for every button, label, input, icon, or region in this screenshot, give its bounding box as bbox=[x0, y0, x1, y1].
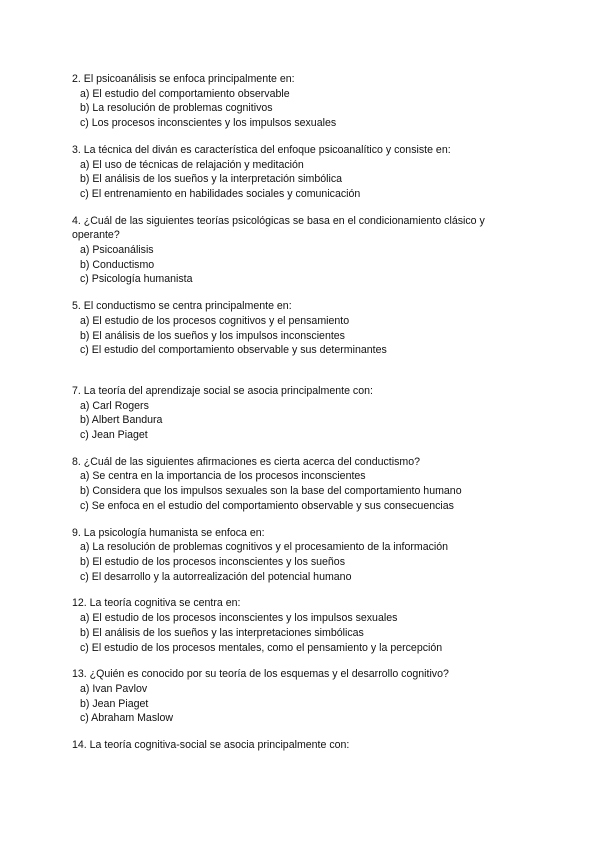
option-list bbox=[72, 87, 532, 131]
option-c: c) Jean Piaget bbox=[80, 429, 148, 442]
option-c: c) El entrenamiento en habilidades sociales y comunicación bbox=[80, 187, 361, 200]
option-b: b) El análisis de los sueños y la interpretación simbólica bbox=[80, 173, 343, 186]
option-b: b) Albert Bandura bbox=[80, 414, 163, 427]
question-text: 12. La teoría cognitiva se centra en: bbox=[72, 597, 241, 610]
question-7 bbox=[72, 384, 532, 443]
question-9 bbox=[72, 526, 532, 585]
option-list bbox=[72, 540, 532, 584]
question-3 bbox=[72, 143, 532, 202]
option-b: b) El análisis de los sueños y las interpretaciones simbólicas bbox=[80, 626, 364, 639]
option-b: b) El estudio de los procesos inconscientes y los sueños bbox=[80, 555, 345, 568]
option-list bbox=[72, 158, 532, 202]
option-list bbox=[72, 469, 532, 513]
question-text: 4. ¿Cuál de las siguientes teorías psicológicas se basa en el condicionamiento clásico y operante? bbox=[72, 214, 485, 242]
option-a: a) La resolución de problemas cognitivos y el procesamiento de la información bbox=[80, 541, 449, 554]
question-4 bbox=[72, 214, 532, 288]
question-14 bbox=[72, 738, 532, 753]
option-a: a) El uso de técnicas de relajación y meditación bbox=[80, 158, 304, 171]
option-b: b) El análisis de los sueños y los impulsos inconscientes bbox=[80, 329, 345, 342]
question-12 bbox=[72, 596, 532, 655]
option-a: a) Psicoanálisis bbox=[80, 244, 154, 257]
option-b: b) Conductismo bbox=[80, 258, 155, 271]
option-a: a) Carl Rogers bbox=[80, 399, 149, 412]
option-c: c) El estudio de los procesos mentales, como el pensamiento y la percepción bbox=[80, 641, 443, 654]
option-a: a) Ivan Pavlov bbox=[80, 682, 148, 695]
question-2 bbox=[72, 72, 532, 131]
question-5 bbox=[72, 299, 532, 358]
option-list bbox=[72, 611, 532, 655]
document-page bbox=[72, 72, 532, 765]
option-c: c) Psicología humanista bbox=[80, 273, 193, 286]
option-list bbox=[72, 314, 532, 358]
option-a: a) El estudio de los procesos cognitivos y el pensamiento bbox=[80, 314, 350, 327]
question-text: 14. La teoría cognitiva-social se asocia principalmente con: bbox=[72, 739, 350, 752]
option-c: c) Se enfoca en el estudio del comportamiento observable y sus consecuencias bbox=[80, 499, 454, 512]
option-b: b) La resolución de problemas cognitivos bbox=[80, 102, 273, 115]
option-list bbox=[72, 682, 532, 726]
option-c: c) Los procesos inconscientes y los impulsos sexuales bbox=[80, 117, 337, 130]
question-text: 5. El conductismo se centra principalmente en: bbox=[72, 300, 292, 313]
option-list bbox=[72, 243, 532, 287]
option-a: a) El estudio de los procesos inconscientes y los impulsos sexuales bbox=[80, 612, 398, 625]
question-8 bbox=[72, 455, 532, 514]
question-text: 2. El psicoanálisis se enfoca principalmente en: bbox=[72, 73, 295, 85]
question-text: 3. La técnica del diván es característica del enfoque psicoanalítico y consiste en: bbox=[72, 143, 451, 156]
option-b: b) Considera que los impulsos sexuales son la base del comportamiento humano bbox=[80, 485, 462, 498]
question-text: 8. ¿Cuál de las siguientes afirmaciones es cierta acerca del conductismo? bbox=[72, 455, 421, 468]
question-text: 13. ¿Quién es conocido por su teoría de los esquemas y el desarrollo cognitivo? bbox=[72, 668, 449, 681]
question-text: 9. La psicología humanista se enfoca en: bbox=[72, 526, 265, 539]
option-c: c) Abraham Maslow bbox=[80, 712, 174, 725]
option-a: a) El estudio del comportamiento observable bbox=[80, 87, 290, 100]
option-b: b) Jean Piaget bbox=[80, 697, 149, 710]
option-c: c) El desarrollo y la autorrealización del potencial humano bbox=[80, 570, 352, 583]
question-text: 7. La teoría del aprendizaje social se asocia principalmente con: bbox=[72, 384, 373, 397]
option-list bbox=[72, 399, 532, 443]
option-c: c) El estudio del comportamiento observable y sus determinantes bbox=[80, 344, 387, 357]
option-a: a) Se centra en la importancia de los procesos inconscientes bbox=[80, 470, 366, 483]
question-13 bbox=[72, 667, 532, 726]
